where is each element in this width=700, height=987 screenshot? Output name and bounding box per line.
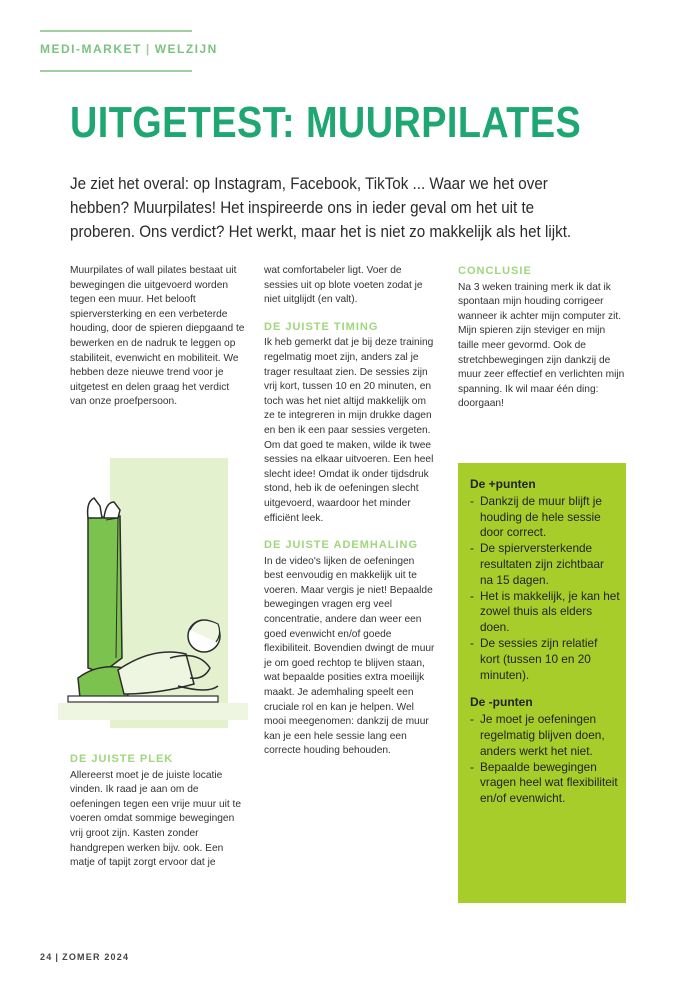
header-rule-top (40, 30, 192, 32)
heading-conclusie: CONCLUSIE (458, 265, 532, 277)
section-tag (40, 42, 218, 56)
minus-point: - Je moet je oefeningen regelmatig blijven doen, anders werkt het niet. (470, 712, 620, 759)
intro-paragraph (70, 172, 585, 244)
plus-points-heading: De +punten (470, 477, 536, 491)
conclusion-body: Na 3 weken training merk ik dat ik spontaan mijn houding corrigeer wanneer ik achter mijn computer zit. Mijn spieren zijn steviger en mijn taille meer gevormd. Ook de stretchbewegingen zijn dankzij de muur zeer effectief en verlichten mijn spanning. Ik wil maar één ding: doorgaan! (458, 281, 625, 410)
page-number: 24 (40, 952, 53, 962)
column-3 (458, 264, 628, 412)
heading-juiste-ademhaling: DE JUISTE ADEMHALING (264, 539, 419, 552)
pros-cons-box (458, 463, 626, 903)
column-1-top (70, 264, 246, 410)
footer-divider: | (55, 952, 60, 962)
pros-cons-content (470, 477, 620, 819)
plus-point: - De sessies zijn relatief kort (tussen 10 en 20 minuten). (470, 636, 620, 683)
page-footer (40, 952, 129, 962)
column-1-section-body: Allereerst moet je de juiste locatie vinden. Ik raad je aan om de oefeningen tegen een vrije muur uit te voeren omdat sommige bewegingen vrij groot zijn. Kasten zonder handgrepen werken bijv. ook. Een matje of tapijt zorgt ervoor dat je (70, 769, 242, 869)
section-tag-divider: | (145, 42, 151, 56)
wall-pilates-illustration (58, 458, 248, 748)
timing-body: Ik heb gemerkt dat je bij deze training regelmatig moet zijn, anders zal je trager resultaat zien. De sessies zijn vrij kort, tussen 10 en 20 minuten, en toch was het niet altijd makkelijk om ze te integreren in mijn drukke dagen en ben ik een paar sessies vergeten. Om dat goed te maken, wilde ik twee sessies na elkaar uitvoeren. Een heel slecht idee! Omdat ik onder tijdsdruk stond, heb ik de oefeningen slecht uitgevoerd, waardoor het minder efficiënt leek. (264, 337, 434, 524)
heading-juiste-plek: DE JUISTE PLEK (70, 753, 174, 765)
plus-points-list (470, 494, 620, 684)
column-2 (264, 264, 436, 759)
minus-point: - Bepaalde bewegingen vragen heel wat flexibiliteit en/of evenwicht. (470, 760, 620, 807)
column-2-body: wat comfortabeler ligt. Voer de sessies uit op blote voeten zodat je niet uitglijdt (en valt). (264, 265, 423, 306)
minus-points-heading: De -punten (470, 695, 533, 710)
plus-point: - Het is makkelijk, je kan het zowel thuis als elders doen. (470, 589, 620, 636)
column-1-bottom (70, 752, 246, 871)
article-title: UITGETEST: MUURPILATES (70, 98, 582, 147)
woman-legs-on-wall-icon (58, 458, 248, 748)
column-1-body: Muurpilates of wall pilates bestaat uit bewegingen die uitgevoerd worden tegen een muur. Het belooft spierversterking en een verbeterde houding, door de spieren diepgaand te bewerken en de nadruk te leggen op stabiliteit, evenwicht en mobiliteit. We hebben deze nieuwe trend voor je uitgetest en delen graag het verdict van onze proefpersoon. (70, 265, 245, 408)
breathing-body: In de video's lijken de oefeningen best eenvoudig en makkelijk uit te voeren. Maar vergis je niet! Bepaalde bewegingen vragen erg veel concentratie, andere dan weer een goed evenwicht en/of goede flexibiliteit. Bovendien dwingt de muur je om goed rechtop te blijven staan, wat bepaalde posities extra moeilijk maakt. Je ademhaling speelt een cruciale rol en kan je helpen. Wel mooi meegenomen: dankzij de muur kan je een hele sessie lang een correcte houding behouden. (264, 555, 435, 757)
section-tag-left: MEDI-MARKET (40, 42, 142, 56)
minus-points-list (470, 712, 620, 807)
intro-text: Je ziet het overal: op Instagram, Facebook, TikTok ... Waar we het over hebben? Muurpilates! Het inspireerde ons in ieder geval om het uit te proberen. Ons verdict? Het werkt, maar het is niet zo makkelijk als het lijkt. (70, 175, 572, 241)
header-rule-bottom (40, 70, 192, 72)
heading-juiste-timing: DE JUISTE TIMING (264, 320, 379, 333)
plus-point: - Dankzij de muur blijft je houding de hele sessie door correct. (470, 494, 620, 541)
plus-point: - De spierversterkende resultaten zijn zichtbaar na 15 dagen. (470, 541, 620, 588)
section-tag-right: WELZIJN (154, 42, 218, 56)
issue-label: ZOMER 2024 (62, 952, 130, 962)
